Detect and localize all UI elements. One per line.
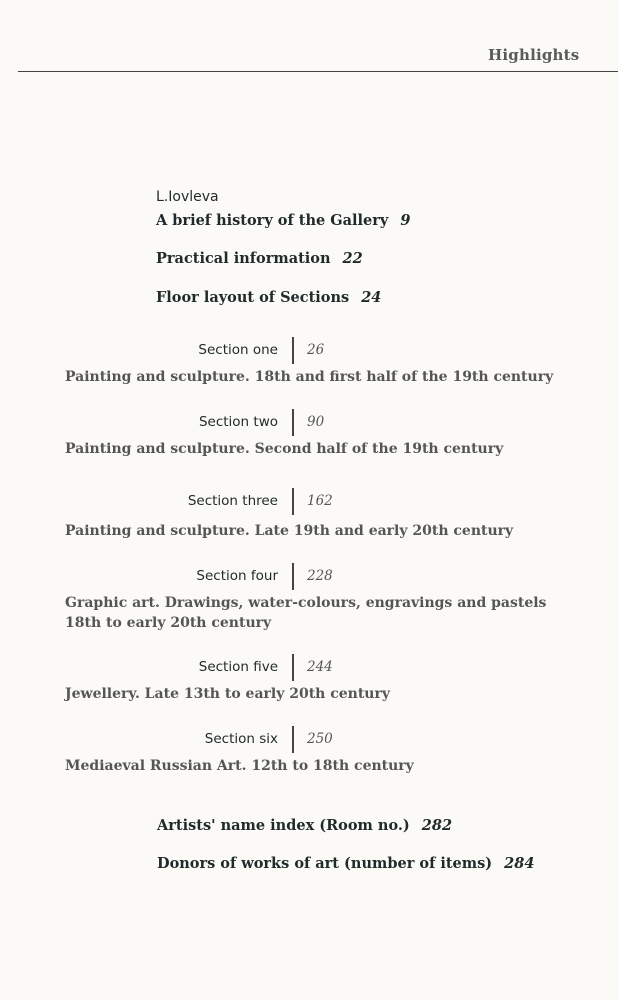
section-three-page: 162 — [307, 493, 333, 509]
section-three-description — [65, 521, 513, 541]
section-five-description — [65, 684, 390, 704]
section-three-heading[interactable]: Section three — [187, 493, 278, 509]
toc-entry-title: Floor layout of Sections — [156, 289, 350, 306]
section-divider — [292, 409, 294, 436]
section-two-heading[interactable]: Section two — [198, 414, 278, 430]
section-four-page: 228 — [307, 568, 333, 584]
section-four-description — [65, 593, 546, 633]
section-one-page: 26 — [307, 342, 325, 358]
section-one-heading[interactable]: Section one — [198, 342, 278, 358]
toc-entry-page: 22 — [342, 250, 363, 267]
description-line: Jewellery. Late 13th to early 20th century — [65, 686, 390, 702]
toc-entry-floor-layout[interactable] — [156, 289, 381, 306]
toc-entry-donors[interactable] — [157, 855, 534, 872]
toc-entry-title: A brief history of the Gallery — [156, 212, 389, 229]
section-divider — [292, 726, 294, 753]
toc-entry-page: 24 — [361, 289, 382, 306]
description-line: 18th to early 20th century — [65, 615, 272, 631]
section-four-heading[interactable]: Section four — [196, 568, 278, 584]
toc-entry-title: Donors of works of art (number of items) — [157, 855, 493, 872]
section-divider — [292, 488, 294, 515]
author-name: L.Iovleva — [156, 189, 219, 205]
description-line: Painting and sculpture. 18th and first half of the 19th century — [65, 369, 554, 385]
toc-entry-page: 284 — [504, 855, 535, 872]
running-head: Highlights — [488, 46, 580, 64]
section-six-page: 250 — [307, 731, 333, 747]
section-divider — [292, 654, 294, 681]
toc-entry-history[interactable] — [156, 212, 410, 229]
toc-entry-practical-info[interactable] — [156, 250, 363, 267]
toc-entry-page: 282 — [421, 817, 453, 834]
description-line: Graphic art. Drawings, water-colours, engravings and pastels — [65, 595, 547, 611]
section-divider — [292, 563, 294, 590]
description-line: Painting and sculpture. Second half of the 19th century — [65, 441, 504, 457]
section-six-description — [65, 756, 414, 776]
section-five-heading[interactable]: Section five — [198, 659, 278, 675]
description-line: Painting and sculpture. Late 19th and early 20th century — [65, 523, 514, 539]
section-five-page: 244 — [307, 659, 333, 675]
description-line: Mediaeval Russian Art. 12th to 18th century — [65, 758, 414, 774]
section-one-description — [65, 367, 553, 387]
toc-entry-page: 9 — [400, 212, 411, 229]
section-two-page: 90 — [307, 414, 325, 430]
toc-entry-title: Practical information — [156, 250, 331, 267]
section-two-description — [65, 439, 503, 459]
header-rule — [18, 71, 618, 72]
section-six-heading[interactable]: Section six — [204, 731, 278, 747]
toc-entry-artists-index[interactable] — [157, 817, 452, 834]
section-divider — [292, 337, 294, 364]
toc-entry-title: Artists' name index (Room no.) — [157, 817, 410, 834]
